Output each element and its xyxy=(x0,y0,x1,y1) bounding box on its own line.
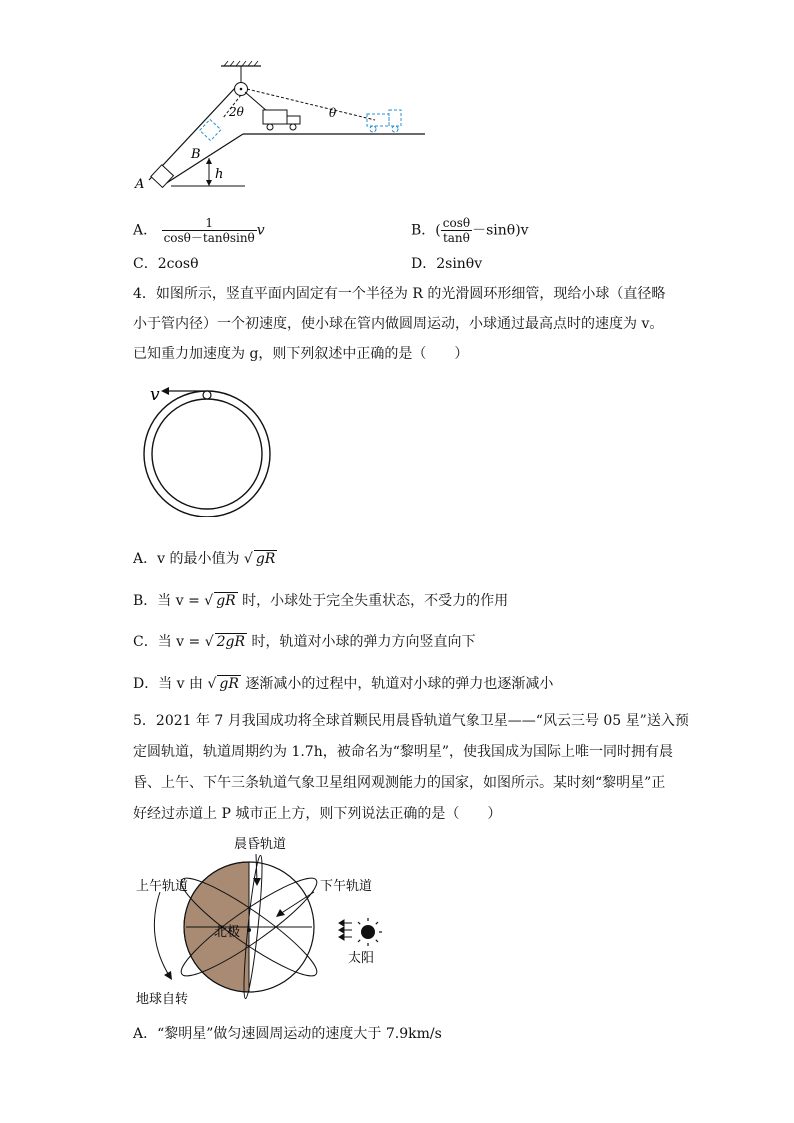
q3-figure xyxy=(125,58,435,196)
north-pole-dot xyxy=(247,928,251,932)
sunlight-arrows xyxy=(339,920,352,940)
earth-rotation-arrow xyxy=(154,892,170,977)
q3-option-c: C．2cosθ xyxy=(133,256,199,272)
truck xyxy=(263,110,300,130)
label-sun: 太阳 xyxy=(348,951,375,966)
q5-figure xyxy=(130,832,410,1012)
option-b-label: B． xyxy=(411,222,436,239)
option-a-fraction: $\frac{1}{\cos\theta-\tan\theta\sin\theta}$ xyxy=(163,216,255,245)
q5-stem-line-3: 昏、上午、下午三条轨道气象卫星组网观测能力的国家，如图所示。某时刻“黎明星”正 xyxy=(133,775,666,791)
ball xyxy=(203,391,211,399)
q4-option-d: D．当 v 由 √ gR 逐渐减小的过程中，轨道对小球的弹力也逐渐减小 xyxy=(133,676,554,692)
q3-option-a: A． $\frac{1}{\cos\theta-\tan\theta\sin\theta}$ v xyxy=(133,216,265,245)
label-afternoon-orbit: 下午轨道 xyxy=(320,879,373,894)
q5-stem-line-1: 5．2021 年 7 月我国成功将全球首颗民用晨昏轨道气象卫星——“风云三号 05 星”送入预 xyxy=(133,713,689,729)
label-v: v xyxy=(150,385,160,405)
q4-stem-line-1: 4．如图所示，竖直平面内固定有一个半径为 R 的光滑圆环形细管，现给小球（直径略 xyxy=(133,286,666,302)
label-2theta: 2θ xyxy=(229,105,244,119)
q3-option-d: D．2sinθv xyxy=(411,256,483,272)
block-a xyxy=(151,165,174,188)
q4-figure xyxy=(135,382,285,517)
label-h: h xyxy=(215,167,224,182)
label-earth-rotation: 地球自转 xyxy=(136,992,189,1007)
q3-option-b: B．( $\frac{\cos\theta}{\tan\theta}$ －sinθ)v xyxy=(411,216,529,245)
q5-option-a: A．“黎明星”做匀速圆周运动的速度大于 7.9km/s xyxy=(133,1026,442,1042)
label-theta: θ xyxy=(329,106,337,120)
label-morning-orbit: 上午轨道 xyxy=(136,879,189,894)
truck-dashed xyxy=(367,110,401,132)
inner-ring xyxy=(152,399,262,509)
q4-option-c: C．当 v = √ 2gR 时，轨道对小球的弹力方向竖直向下 xyxy=(133,634,476,650)
q5-stem-line-4: 好经过赤道上 P 城市正上方，则下列说法正确的是（ ） xyxy=(133,806,502,822)
q4-stem-line-3: 已知重力加速度为 g，则下列叙述中正确的是（ ） xyxy=(133,346,469,362)
q5-stem-line-2: 定圆轨道，轨道周期约为 1.7h，被命名为“黎明星”，使我国成为国际上唯一同时拥有晨 xyxy=(133,744,674,760)
q4-option-b: B．当 v = √ gR 时，小球处于完全失重状态，不受力的作用 xyxy=(133,593,509,609)
outer-ring xyxy=(144,391,270,517)
option-a-label: A． xyxy=(133,222,158,239)
label-morning-evening-orbit: 晨昏轨道 xyxy=(234,837,287,852)
label-north-pole: 北极 xyxy=(214,925,241,940)
q4-stem-line-2: 小于管内径）一个初速度，使小球在管内做圆周运动，小球通过最高点时的速度为 v。 xyxy=(133,316,664,332)
label-a: A xyxy=(135,177,145,192)
option-b-fraction: $\frac{\cos\theta}{\tan\theta}$ xyxy=(442,216,471,245)
sun-icon xyxy=(361,925,375,939)
label-b: B xyxy=(191,147,201,162)
q4-option-a: A．v 的最小值为 √ gR xyxy=(133,551,276,567)
